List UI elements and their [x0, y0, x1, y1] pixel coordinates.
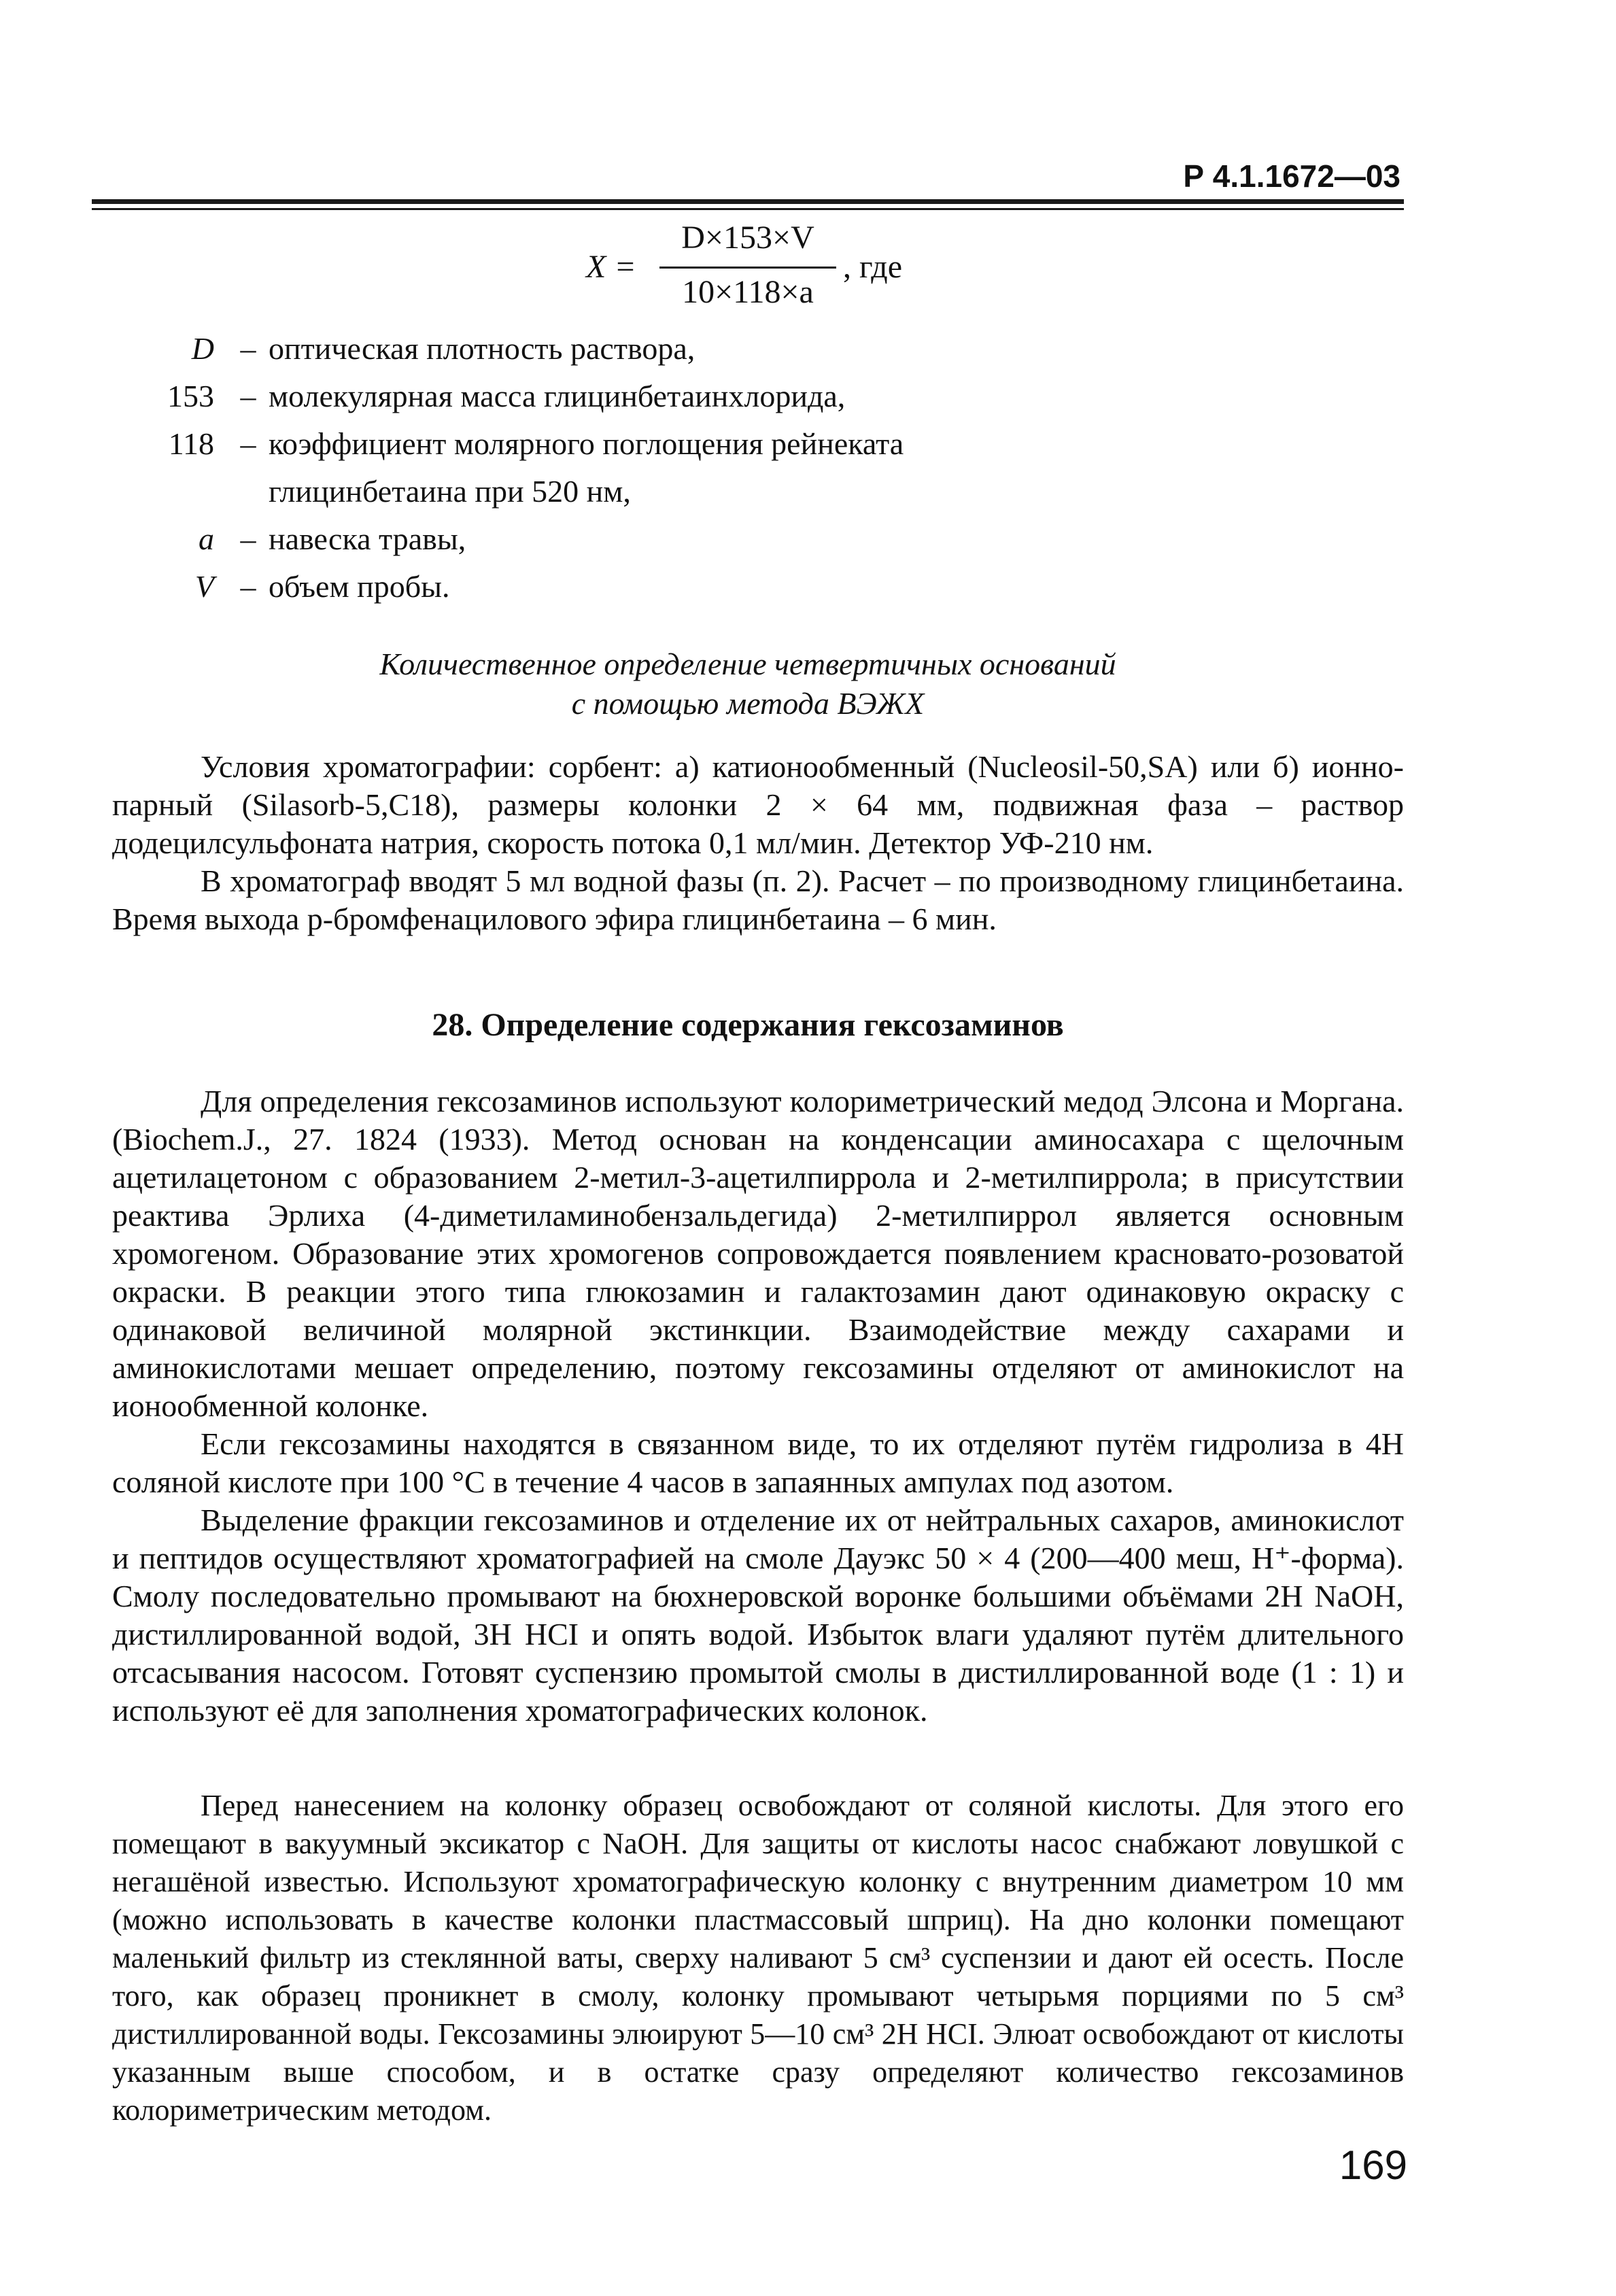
legend-dash: – [240, 331, 256, 366]
legend-row [112, 420, 1336, 515]
legend-text: молекулярная масса глицинбетаинхлорида, [269, 379, 846, 413]
legend-symbol: V [194, 569, 214, 604]
formula-lhs: X = [586, 249, 636, 285]
formula-denominator: 10×118×a [682, 274, 814, 310]
paragraph: Для определения гексозаминов используют колориметрический медод Элсона и Моргана. (Biochem.J., 27. 1824 (1933). Метод основан на конденсации аминосахара с щелочным ацетилацетоном с образованием 2-метил-3-ацетилпиррола и 2-метилпиррола; в присутствии реактива Эрлиха (4-диметиламинобензальдегида) 2-метилпиррол является основным хромогеном. Образование этих хромогенов сопровождается появлением красновато-розоватой окраски. В реакции этого типа глюкозамин и галактозамин дают одинаковую окраску с одинаковой величиной молярной экстинкции. Взаимодействие между сахарами и аминокислотами мешает определению, поэтому гексозамины отделяют от аминокислот на ионообменной колонке. [112, 1084, 1404, 1423]
subsection-title-line: с помощью метода ВЭЖХ [571, 686, 925, 721]
formula-tail: , где [843, 249, 903, 285]
paragraph: Условия хроматографии: сорбент: а) катионообменный (Nucleosil-50,SA) или б) ионно-парный (Silasorb-5,C18), размеры колонки 2 × 64 мм, подвижная фаза – раствор додецилсульфоната натрия, скорость потока 0,1 мл/мин. Детектор УФ-210 нм. [112, 749, 1404, 860]
legend-text: коэффициент молярного поглощения рейнеката глицинбетаина при 520 нм, [269, 426, 904, 509]
subsection-title [204, 645, 1292, 723]
subsection-body [112, 748, 1404, 938]
legend-row [112, 373, 1336, 420]
legend-text: навеска травы, [269, 521, 466, 556]
section-title: 28. Определение содержания гексозаминов [432, 1007, 1064, 1043]
legend-dash: – [240, 521, 256, 556]
legend-dash: – [240, 569, 256, 604]
legend-symbol: D [191, 331, 214, 366]
paragraph: Если гексозамины находятся в связанном виде, то их отделяют путём гидролиза в 4Н соляной кислоте при 100 °С в течение 4 часов в запаянных ампулах под азотом. [112, 1426, 1404, 1499]
header-rule-thin [92, 208, 1404, 210]
formula [544, 220, 1020, 326]
legend-text: объем пробы. [269, 569, 450, 604]
legend-dash: – [240, 426, 256, 461]
legend-dash: – [240, 379, 256, 413]
legend-symbol: 118 [168, 426, 214, 461]
legend-symbol: a [199, 521, 214, 556]
section-body [112, 1082, 1404, 1730]
legend-row [112, 563, 1336, 611]
header-rule-thick [92, 199, 1404, 204]
page-number: 169 [1339, 2142, 1407, 2188]
fraction-bar [659, 267, 836, 269]
legend-text: оптическая плотность раствора, [269, 331, 695, 366]
paragraph: В хроматограф вводят 5 мл водной фазы (п. 2). Расчет – по производному глицинбетаина. Время выхода p-бромфенацилового эфира глицинбетаина – 6 мин. [112, 863, 1404, 936]
legend-symbol: 153 [167, 379, 214, 413]
paragraph: Перед нанесением на колонку образец освобождают от соляной кислоты. Для этого его помещают в вакуумный эксикатор с NaOH. Для защиты от кислоты насос снабжают ловушкой с негашёной известью. Используют хроматографическую колонку с внутренним диаметром 10 мм (можно использовать в качестве колонки пластмассовый шприц). На дно колонки помещают маленький фильтр из стеклянной ваты, сверху наливают 5 см³ суспензии и дают ей осесть. После того, как образец проникнет в смолу, колонку промывают четырьмя порциями по 5 см³ дистиллированной воды. Гексозамины элюируют 5—10 см³ 2Н HCI. Элюат освобождают от кислоты указанным выше способом, и в остатке сразу определяют количество гексозаминов колориметрическим методом. [112, 1789, 1404, 2127]
document-code: Р 4.1.1672—03 [1183, 158, 1400, 194]
formula-legend [112, 325, 1336, 611]
section-body-continued [112, 1787, 1404, 2129]
formula-numerator: D×153×V [681, 220, 814, 256]
legend-row [112, 515, 1336, 563]
subsection-title-line: Количественное определение четвертичных оснований [379, 647, 1116, 681]
legend-row [112, 325, 1336, 373]
paragraph: Выделение фракции гексозаминов и отделение их от нейтральных сахаров, аминокислот и пептидов осуществляют хроматографией на смоле Дауэкс 50 × 4 (200—400 меш, H⁺-форма). Смолу последовательно промывают на бюхнеровской воронке большими объёмами 2Н NaOH, дистиллированной водой, 3Н HCI и опять водой. Избыток влаги удаляют путём длительного отсасывания насосом. Готовят суспензию промытой смолы в дистиллированной воде (1 : 1) и используют её для заполнения хроматографических колонок. [112, 1503, 1404, 1728]
